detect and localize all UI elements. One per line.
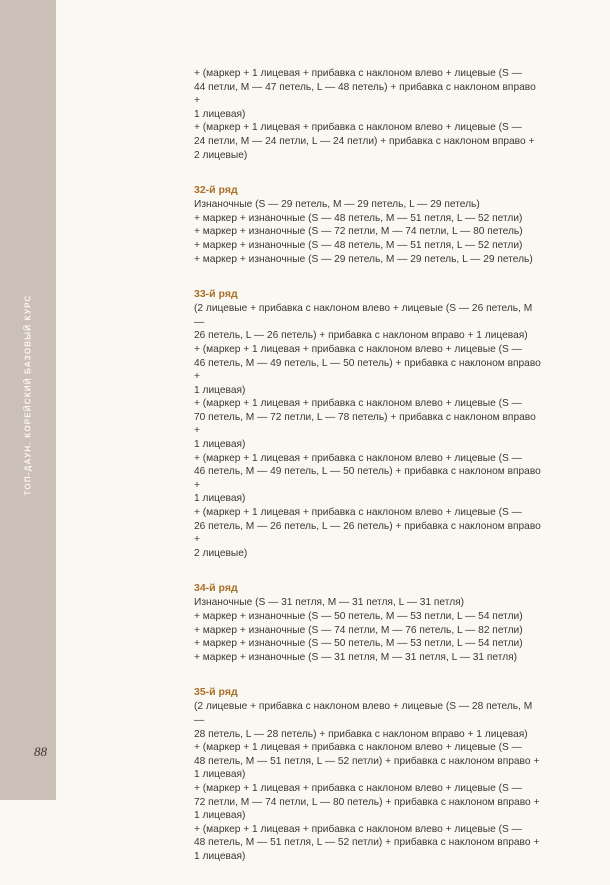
instruction-line: 1 лицевая) [194,493,246,505]
instruction-line: + (маркер + 1 лицевая + прибавка с наклоном влево + лицевые (S — [194,782,522,794]
instruction-line: 26 петель, M — 26 петель, L — 26 петель) + прибавка с наклоном вправо + [194,520,544,546]
instruction-line: 28 петель, L — 28 петель) + прибавка с наклоном вправо + 1 лицевая) [194,728,528,740]
instruction-line: 44 петли, M — 47 петель, L — 48 петель) + прибавка с наклоном вправо + [194,81,539,107]
instruction-line: 46 петель, M — 49 петель, L — 50 петель) + прибавка с наклоном вправо + [194,466,544,491]
instruction-section [194,67,544,162]
instruction-section [194,581,544,664]
instruction-line: 46 петель, M — 49 петель, L — 50 петель) + прибавка с наклоном вправо + [194,357,544,383]
instruction-line: + маркер + изнаночные (S — 74 петли, M — 76 петель, L — 82 петли) [194,624,523,636]
instruction-section [194,183,544,266]
instruction-line: 1 лицевая) [194,439,246,451]
instruction-line: + маркер + изнаночные (S — 50 петель, M — 53 петли, L — 54 петли) [194,611,523,622]
instruction-line: 1 лицевая) [194,769,246,781]
instruction-line: + (маркер + 1 лицевая + прибавка с наклоном влево + лицевые (S — [194,452,522,464]
instruction-line: (2 лицевые + прибавка с наклоном влево + лицевые (S — 26 петель, M — [194,303,536,328]
instruction-line: + маркер + изнаночные (S — 50 петель, M — 53 петли, L — 54 петли) [194,638,523,650]
instruction-line: Изнаночные (S — 29 петель, M — 29 петель, L — 29 петель) [194,199,480,211]
instruction-line: + (маркер + 1 лицевая + прибавка с наклоном влево + лицевые (S — [194,507,522,519]
row-heading: 33-й ряд [194,288,238,301]
instruction-section [194,287,544,560]
instruction-line: + (маркер + 1 лицевая + прибавка с наклоном влево + лицевые (S — [194,823,522,835]
instruction-line: 2 лицевые) [194,547,248,559]
instruction-line: + маркер + изнаночные (S — 29 петель, M — 29 петель, L — 29 петель) [194,253,533,265]
row-heading: 32-й ряд [194,184,238,197]
row-heading: 35-й ряд [194,686,238,699]
instruction-line: (2 лицевые + прибавка с наклоном влево + лицевые (S — 28 петель, M — [194,701,536,726]
instruction-line: 1 лицевая) [194,108,246,120]
instruction-line: + (маркер + 1 лицевая + прибавка с наклоном влево + лицевые (S — [194,343,522,355]
instruction-line: 1 лицевая) [194,384,246,396]
instruction-line: + маркер + изнаночные (S — 48 петель, M — 51 петля, L — 52 петли) [194,239,523,251]
instruction-line: 2 лицевые) [194,149,248,161]
page-content [194,67,544,885]
instruction-line: Изнаночные (S — 31 петля, M — 31 петля, L — 31 петля) [194,597,465,609]
instruction-line: 26 петель, L — 26 петель) + прибавка с наклоном вправо + 1 лицевая) [194,330,528,342]
instruction-line: + маркер + изнаночные (S — 31 петля, M — 31 петля, L — 31 петля) [194,651,518,663]
row-heading: 34-й ряд [194,582,238,595]
instruction-line: + (маркер + 1 лицевая + прибавка с наклоном влево + лицевые (S — [194,68,522,79]
instruction-line: + (маркер + 1 лицевая + прибавка с наклоном влево + лицевые (S — [194,742,522,754]
instruction-line: + (маркер + 1 лицевая + прибавка с наклоном влево + лицевые (S — [194,398,522,410]
instruction-line: + (маркер + 1 лицевая + прибавка с наклоном влево + лицевые (S — [194,122,522,134]
instruction-line: 72 петли, M — 74 петли, L — 80 петель) + прибавка с наклоном вправо + [194,796,540,808]
page-number: 88 [34,744,47,759]
book-title: ТОП-ДАУН. КОРЕЙСКИЙ БАЗОВЫЙ КУРС [23,294,33,496]
instruction-line: + маркер + изнаночные (S — 48 петель, M — 51 петля, L — 52 петли) [194,212,523,224]
instruction-line: 48 петель, M — 51 петля, L — 52 петли) + прибавка с наклоном вправо + [194,837,540,849]
instruction-line: 1 лицевая) [194,810,246,822]
instruction-line: 48 петель, M — 51 петля, L — 52 петли) + прибавка с наклоном вправо + [194,755,540,767]
instruction-line: + маркер + изнаночные (S — 72 петли, M — 74 петли, L — 80 петель) [194,226,523,238]
instruction-line: 70 петель, M — 72 петли, L — 78 петель) + прибавка с наклоном вправо + [194,411,539,437]
instruction-line: 1 лицевая) [194,850,246,862]
sidebar [0,0,56,800]
instruction-section [194,685,544,863]
instruction-line: 24 петли, M — 24 петли, L — 24 петли) + прибавка с наклоном вправо + [194,135,535,147]
